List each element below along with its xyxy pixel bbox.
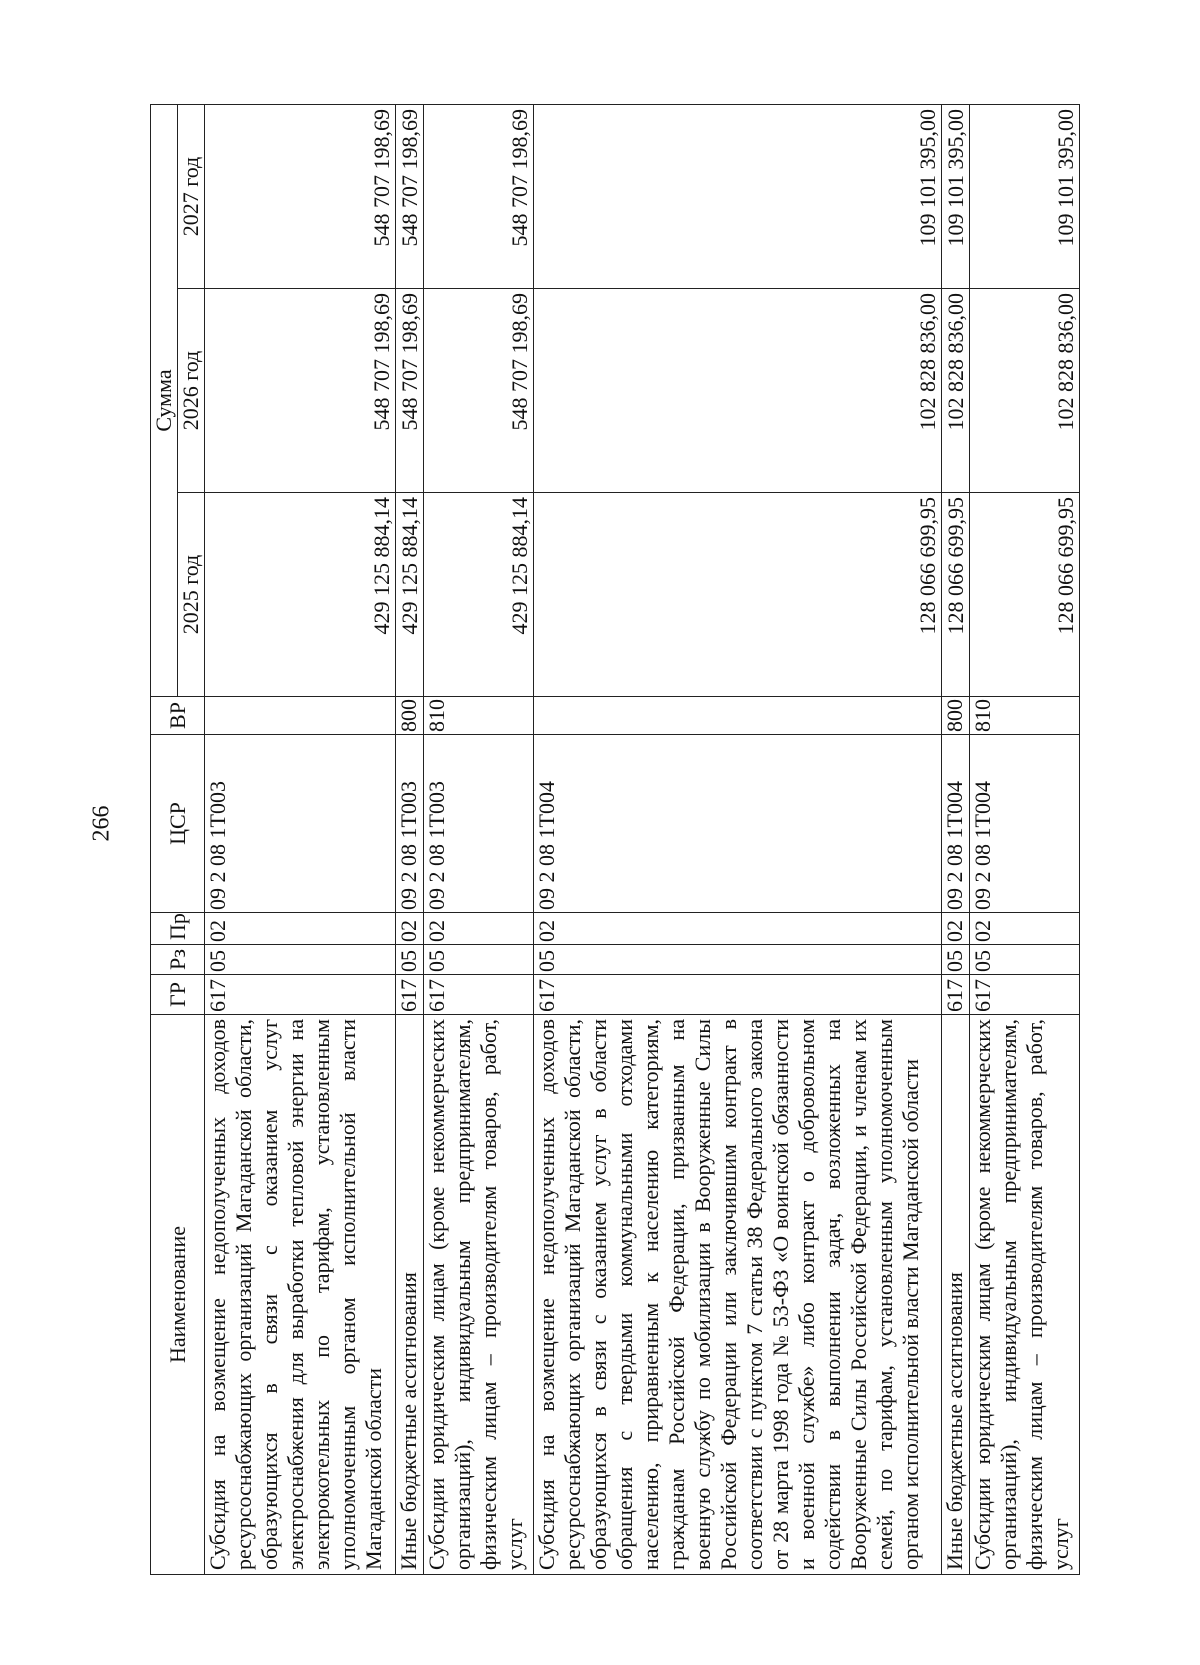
row-2027: 109 101 395,00 [970,105,1080,289]
row-name: Субсидия на возмещение недополученных доходов ресурсоснабжающих организаций Магаданской области, образующихся в связи с оказанием услуг в области обращения с твердыми коммунальными отходами населению, приравненным к населению категориям, гражданам Российской Федерации, призванным на военную службу по мобилизации в Вооруженные Силы Российской Федерации или заключившим контракт в соответствии с пунктом 7 статьи 38 Федерального закона от 28 марта 1998 года № 53-ФЗ «О воинской обязанности и военной службе» либо контракт о добровольном содействии в выполнении задач, возложенных на Вооруженные Силы Российской Федерации, и членам их семей, по тарифам, установленным уполномоченным органом исполнительной власти Магаданской области [533,1015,941,1575]
header-sum: Сумма [151,105,178,697]
header-2025: 2025 год [178,493,205,697]
row-pr: 02 [396,913,424,945]
row-2026: 102 828 836,00 [970,289,1080,493]
row-rz: 05 [396,945,424,975]
row-gr: 617 [396,975,424,1015]
budget-table [150,104,1080,1575]
row-csr: 09 2 08 1Т004 [970,735,1080,913]
row-2026: 102 828 836,00 [533,289,941,493]
row-2027: 548 707 198,69 [205,105,396,289]
row-rz: 05 [424,945,534,975]
header-2026: 2026 год [178,289,205,493]
row-vr [533,697,941,735]
table-row [533,105,941,1575]
row-rz: 05 [970,945,1080,975]
row-2025: 429 125 884,14 [205,493,396,697]
table-row [205,105,396,1575]
row-csr: 09 2 08 1Т003 [205,735,396,913]
rotated-table-container [150,105,1080,1575]
row-2027: 109 101 395,00 [533,105,941,289]
row-name: Иные бюджетные ассигнования [942,1015,970,1575]
row-gr: 617 [205,975,396,1015]
row-rz: 05 [533,945,941,975]
row-2026: 102 828 836,00 [942,289,970,493]
header-name: Наименование [151,1015,205,1575]
row-2025: 128 066 699,95 [970,493,1080,697]
row-pr: 02 [424,913,534,945]
header-vr: ВР [151,697,205,735]
row-2025: 128 066 699,95 [942,493,970,697]
row-2026: 548 707 198,69 [205,289,396,493]
row-vr: 810 [970,697,1080,735]
row-pr: 02 [533,913,941,945]
row-2025: 128 066 699,95 [533,493,941,697]
row-name: Субсидии юридическим лицам (кроме некоммерческих организаций), индивидуальным предпринимателям, физическим лицам – производителям товаров, работ, услуг [970,1015,1080,1575]
row-gr: 617 [942,975,970,1015]
row-gr: 617 [424,975,534,1015]
header-pr: Пр [151,913,205,945]
row-gr: 617 [970,975,1080,1015]
row-2027: 548 707 198,69 [396,105,424,289]
row-pr: 02 [942,913,970,945]
row-vr: 810 [424,697,534,735]
table-row [396,105,424,1575]
row-2026: 548 707 198,69 [396,289,424,493]
table-row [942,105,970,1575]
row-name: Иные бюджетные ассигнования [396,1015,424,1575]
row-2025: 429 125 884,14 [424,493,534,697]
header-rz: Рз [151,945,205,975]
row-pr: 02 [970,913,1080,945]
row-rz: 05 [205,945,396,975]
row-gr: 617 [533,975,941,1015]
row-csr: 09 2 08 1Т004 [942,735,970,913]
table-row [424,105,534,1575]
row-name: Субсидия на возмещение недополученных доходов ресурсоснабжающих организаций Магаданской области, образующихся в связи с оказанием услуг электроснабжения для выработки тепловой энергии на электрокотельных по тарифам, установленным уполномоченным органом исполнительной власти Магаданской области [205,1015,396,1575]
row-pr: 02 [205,913,396,945]
row-2027: 548 707 198,69 [424,105,534,289]
row-rz: 05 [942,945,970,975]
row-2027: 109 101 395,00 [942,105,970,289]
row-csr: 09 2 08 1Т003 [424,735,534,913]
row-vr: 800 [942,697,970,735]
row-vr: 800 [396,697,424,735]
page-number: 266 [88,805,115,842]
header-2027: 2027 год [178,105,205,289]
table-row [970,105,1080,1575]
row-name: Субсидии юридическим лицам (кроме некоммерческих организаций), индивидуальным предпринимателям, физическим лицам – производителям товаров, работ, услуг [424,1015,534,1575]
header-gr: ГР [151,975,205,1015]
header-csr: ЦСР [151,735,205,913]
row-2026: 548 707 198,69 [424,289,534,493]
row-csr: 09 2 08 1Т004 [533,735,941,913]
row-csr: 09 2 08 1Т003 [396,735,424,913]
row-2025: 429 125 884,14 [396,493,424,697]
row-vr [205,697,396,735]
